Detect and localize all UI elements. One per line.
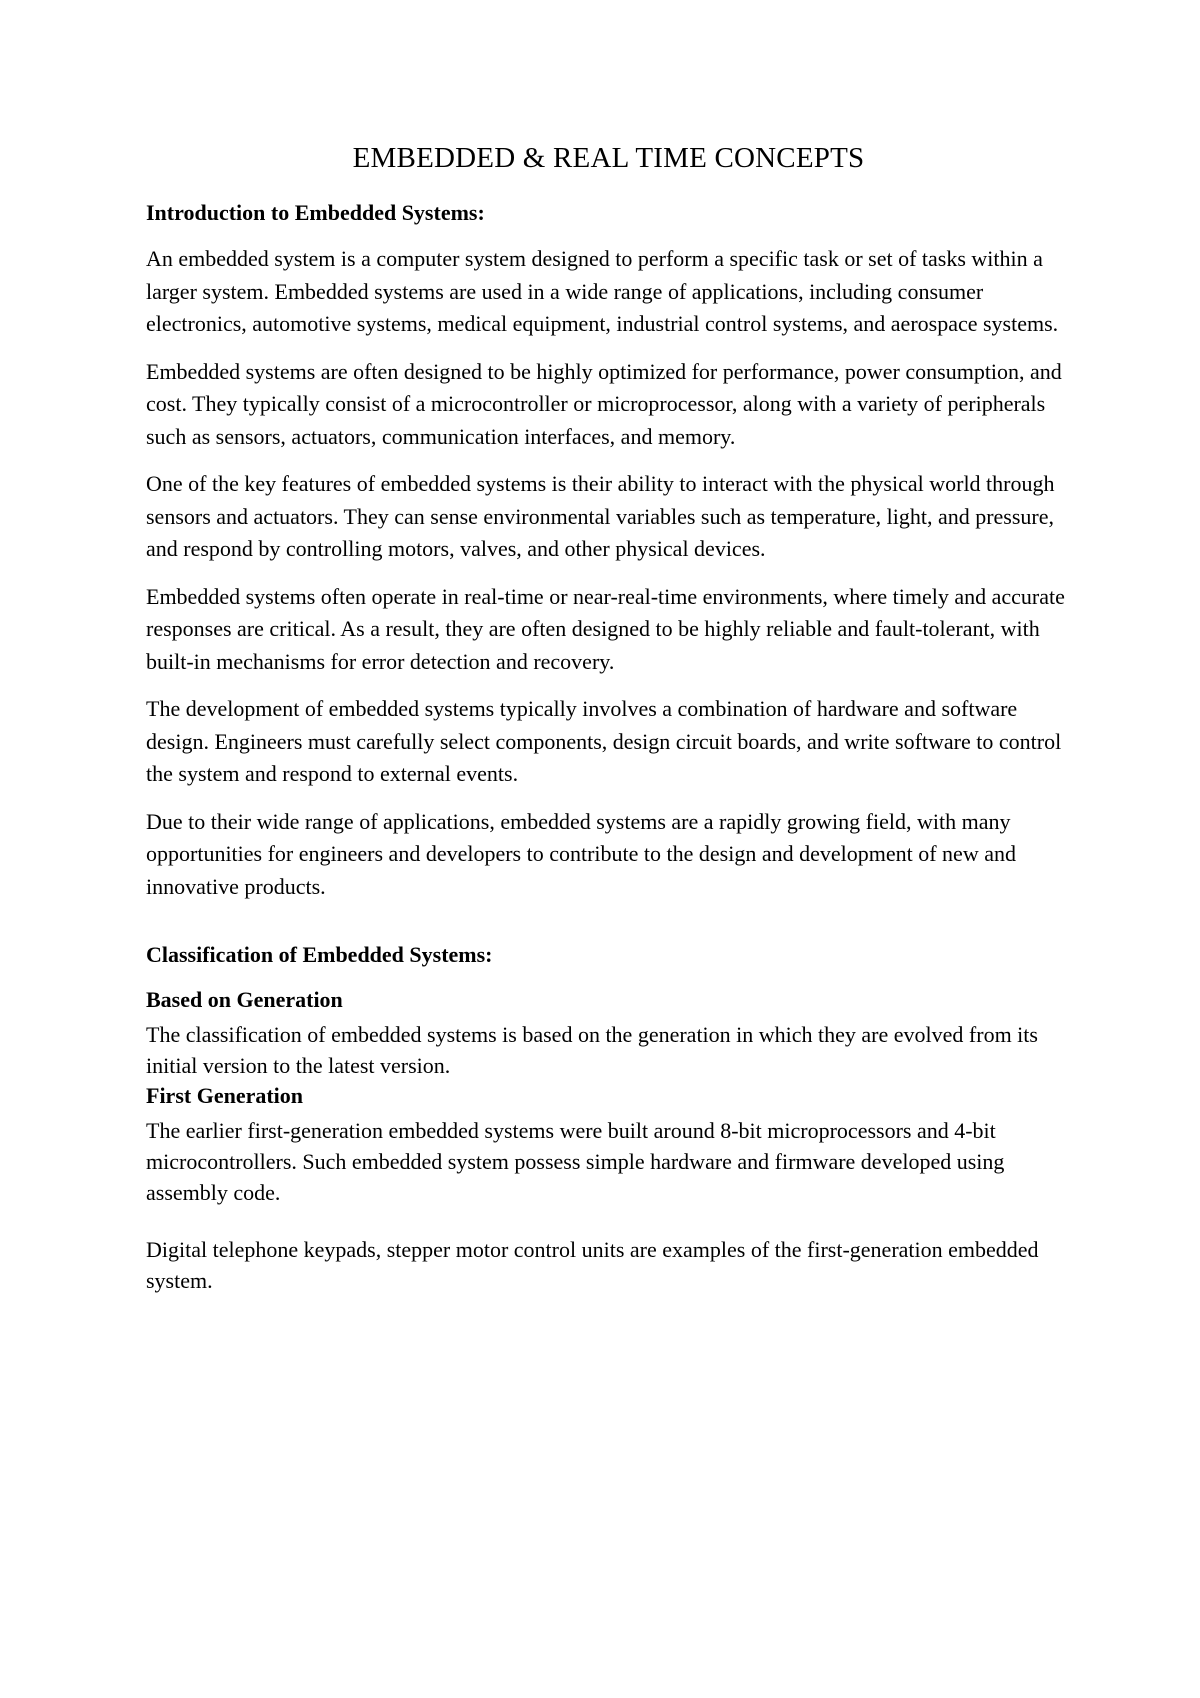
classification-heading: Classification of Embedded Systems: — [146, 942, 493, 967]
first-generation-paragraph-2: Digital telephone keypads, stepper motor control units are examples of the first-generation embedded system. — [146, 1237, 1039, 1293]
first-generation-heading: First Generation — [146, 1083, 304, 1108]
intro-heading: Introduction to Embedded Systems: — [146, 200, 485, 225]
generation-heading: Based on Generation — [146, 987, 343, 1012]
intro-paragraph-6: Due to their wide range of applications, embedded systems are a rapidly growing field, with many opportunities for engineers and developers to contribute to the design and development of new and innovative products. — [146, 808, 1016, 899]
document-body — [146, 142, 1071, 1296]
document-title: EMBEDDED & REAL TIME CONCEPTS — [352, 142, 865, 174]
intro-paragraph-4: Embedded systems often operate in real-time or near-real-time environments, where timely and accurate responses are critical. As a result, they are often designed to be highly reliable and fault-tolerant, with built-in mechanisms for error detection and recovery. — [146, 583, 1065, 674]
intro-paragraph-3: One of the key features of embedded systems is their ability to interact with the physical world through sensors and actuators. They can sense environmental variables such as temperature, light, and pressure, and respond by controlling motors, valves, and other physical devices. — [146, 471, 1055, 561]
intro-paragraph-1: An embedded system is a computer system designed to perform a specific task or set of tasks within a larger system. Embedded systems are used in a wide range of applications, including consumer electronics, automotive systems, medical equipment, industrial control systems, and aerospace systems. — [146, 246, 1059, 336]
first-generation-paragraph-1: The earlier first-generation embedded systems were built around 8-bit microprocessors and 4-bit microcontrollers. Such embedded system possess simple hardware and firmware developed using assembly code. — [146, 1118, 1005, 1205]
generation-paragraph: The classification of embedded systems is based on the generation in which they are evolved from its initial version to the latest version. — [146, 1022, 1038, 1078]
intro-paragraph-5: The development of embedded systems typically involves a combination of hardware and software design. Engineers must carefully select components, design circuit boards, and write software to control the system and respond to external events. — [146, 696, 1062, 786]
intro-paragraph-2: Embedded systems are often designed to be highly optimized for performance, power consumption, and cost. They typically consist of a microcontroller or microprocessor, along with a variety of peripherals such as sensors, actuators, communication interfaces, and memory. — [146, 358, 1062, 449]
